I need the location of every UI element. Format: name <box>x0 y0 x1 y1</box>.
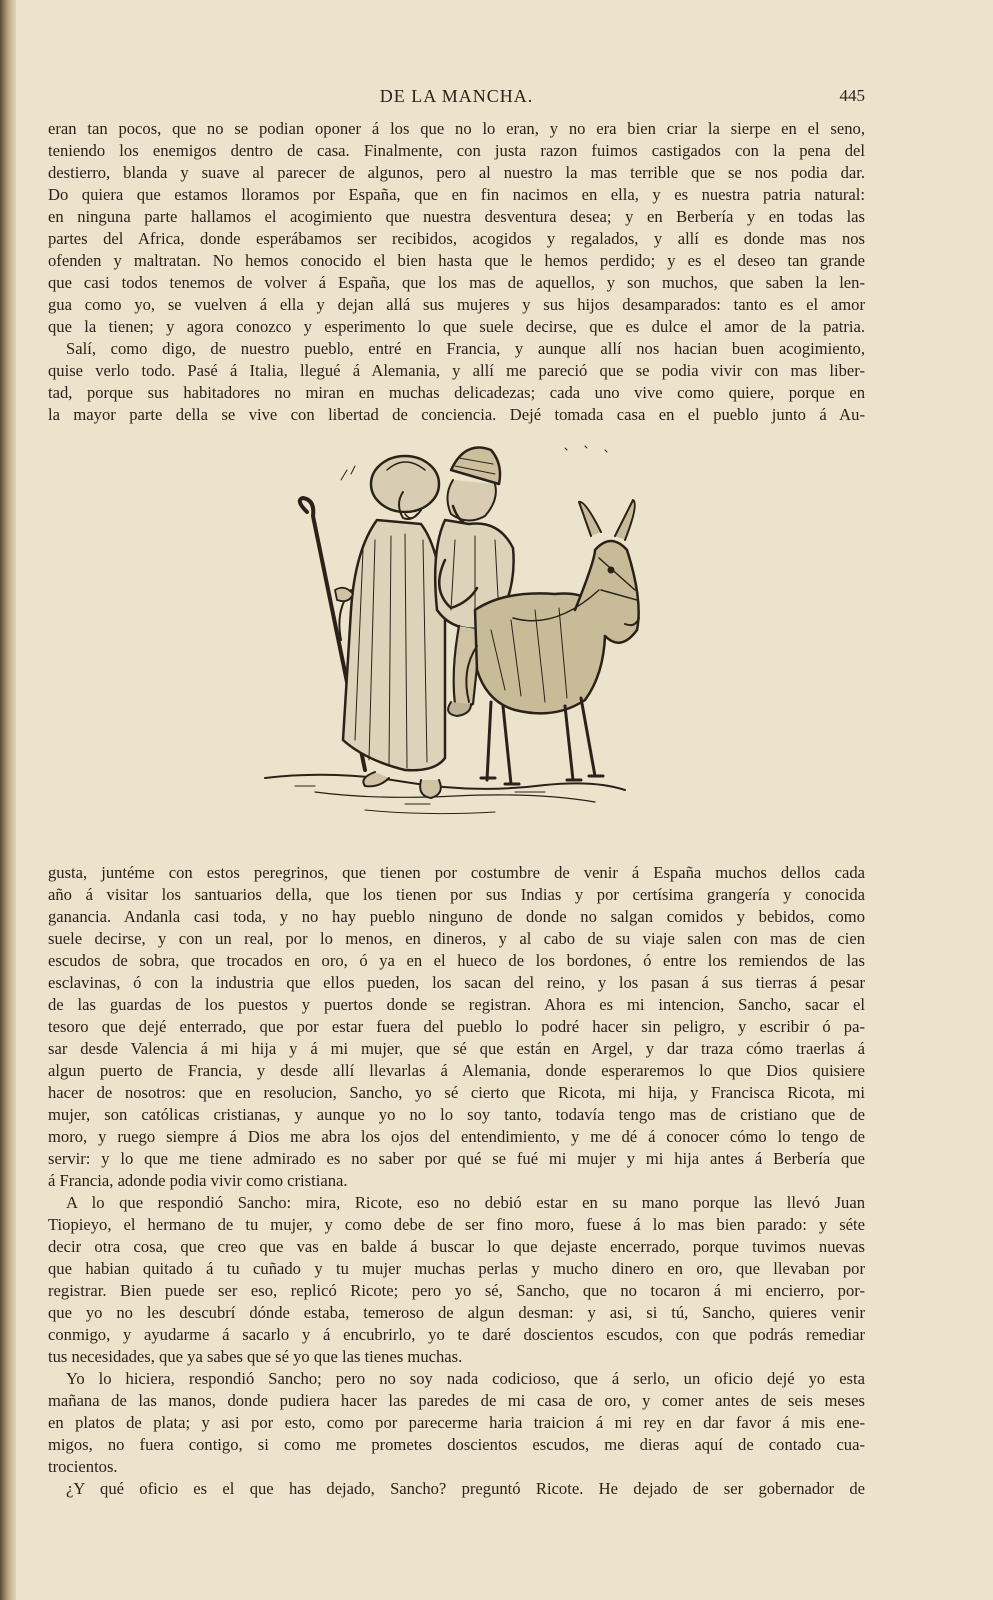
text-line: escudos de sobra, que trocados en oro, ó ya en el hueco de los bordones, ó entre los remiendos de las <box>48 951 865 970</box>
text-line: decir otra cosa, que creo que vas en balde á buscar lo que dejaste encerrado, porque tuvimos nuevas <box>48 1237 865 1256</box>
text-line: que la tienen; y agora conozco y esperimento lo que suele decirse, que es dulce el amor de la patria. <box>48 317 865 336</box>
text-line: servir: y lo que me tiene admirado es no saber por qué se fué mi mujer y mi hija antes á Berbería que <box>48 1149 865 1168</box>
text-line: ofenden y maltratan. No hemos conocido el bien hasta que le hemos perdido; y es el deseo tan grande <box>48 251 865 270</box>
text-line: esclavinas, ó con la industria que ellos pueden, los sacan del reino, y los pasan á sus tierras á pesar <box>48 973 865 992</box>
text-line: trocientos. <box>48 1457 118 1476</box>
running-head-title: DE LA MANCHA. <box>379 86 534 106</box>
text-line: registrar. Bien puede ser eso, replicó Ricote; pero yo sé, Sancho, que no tocaron á mi encierro, por- <box>48 1281 865 1300</box>
text-line: algun puerto de Francia, y desde allí llevarlas á Alemania, donde esperaremos lo que Dios quisiere <box>48 1061 865 1080</box>
text-line: quise verlo todo. Pasé á Italia, llegué á Alemania, y allí me pareció que se podia vivir con mas liber- <box>48 361 865 380</box>
running-head <box>48 86 865 112</box>
text-line: A lo que respondió Sancho: mira, Ricote, eso no debió estar en su mano porque las llevó Juan <box>66 1193 865 1212</box>
text-line: moro, y ruego siempre á Dios me abra los ojos del entendimiento, y me dé á conocer cómo lo tengo de <box>48 1127 865 1146</box>
text-line: tus necesidades, que ya sabes que sé yo que las tienes muchas. <box>48 1347 463 1366</box>
text-line: partes del Africa, donde esperábamos ser recibidos, acogidos y regalados, y allí es donde mas nos <box>48 229 865 248</box>
text-line: mujer, son católicas cristianas, y aunque yo no lo soy tanto, todavía tengo mas de cristiano que de <box>48 1105 865 1124</box>
text-line: Do quiera que estamos lloramos por España, que en fin nacimos en ella, y es nuestra patria natural: <box>48 185 865 204</box>
text-line: sar desde Valencia á mi hija y á mi mujer, que sé que están en Argel, y dar traza cómo traerlas á <box>48 1039 865 1058</box>
text-line: Tiopieyo, el hermano de tu mujer, y como debe de ser fino moro, fuese á lo mas bien parado: y séte <box>48 1215 865 1234</box>
text-line: conmigo, y ayudarme á sacarlo y á encubrirlo, yo te daré doscientos escudos, con que podrás remediar <box>48 1325 865 1344</box>
page-number: 445 <box>839 86 865 105</box>
text-line: Salí, como digo, de nuestro pueblo, entré en Francia, y aunque allí nos hacian buen acogimiento, <box>66 339 865 358</box>
text-line: Yo lo hiciera, respondió Sancho; pero no soy nada codicioso, que á serlo, un oficio dejé yo esta <box>66 1369 865 1388</box>
text-line: gua como yo, se vuelven á ella y dejan allá sus mujeres y sus hijos desamparados: tanto es el amor <box>48 295 865 314</box>
text-line: suele decirse, y con un real, por lo menos, en dineros, y al cabo de su viaje salen con mas de cien <box>48 929 865 948</box>
text-line: en ninguna parte hallamos el acogimiento que nuestra desventura desea; y en Berbería y en todas las <box>48 207 865 226</box>
text-block-top <box>48 118 865 426</box>
text-line: ¿Y qué oficio es el que has dejado, Sancho? preguntó Ricote. He dejado de ser gobernador de <box>66 1479 865 1498</box>
text-line: hacer de nosotros: que en resolucion, Sancho, yo sé cierto que Ricota, mi hija, y Francisca Ricota, mi <box>48 1083 865 1102</box>
text-line: migos, no fuera contigo, si como me prometes doscientos escudos, me dieras aquí de contado cua- <box>48 1435 865 1454</box>
text-line: en platos de plata; y asi por esto, como por parecerme haria traicion á mi rey en dar favor á mis ene- <box>48 1413 865 1432</box>
text-line: que casi todos tenemos de volver á España, que los mas de aquellos, y son muchos, que saben la len- <box>48 273 865 292</box>
text-block-bottom <box>48 862 865 1500</box>
text-line: que habian quitado á tu cuñado y tu mujer muchas perlas y mucho dinero en oro, que llevaban por <box>48 1259 865 1278</box>
text-line: la mayor parte della se vive con libertad de conciencia. Dejé tomada casa en el pueblo junto á Au- <box>48 405 865 424</box>
text-line: destierro, blanda y suave al parecer de algunos, pero al nuestro la mas terrible que se nos podia dar. <box>48 163 865 182</box>
text-line: mañana de las manos, donde pudiera hacer las paredes de mi casa de oro, y comer antes de seis meses <box>48 1391 865 1410</box>
text-line: de las guardas de los puestos y puertos donde se registran. Ahora es mi intencion, Sancho, sacar el <box>48 995 865 1014</box>
engraving-illustration <box>255 440 665 848</box>
text-line: gusta, juntéme con estos peregrinos, que tienen por costumbre de venir á España muchos dellos cada <box>48 863 865 882</box>
text-line: tad, porque sus habitadores no miran en muchas delicadezas; cada uno vive como quiere, porque en <box>48 383 865 402</box>
text-line: á Francia, adonde podia vivir como cristiana. <box>48 1171 348 1190</box>
book-binding-shadow <box>0 0 16 1600</box>
text-line: que yo no les descubrí dónde estaba, temeroso de algun desman: y asi, si tú, Sancho, quieres venir <box>48 1303 865 1322</box>
text-line: teniendo los enemigos dentro de casa. Finalmente, con justa razon fuimos castigados con la pena del <box>48 141 865 160</box>
text-line: tesoro que dejé enterrado, que por estar fuera del pueblo lo podré hacer sin peligro, y escribir ó pa- <box>48 1017 865 1036</box>
text-line: eran tan pocos, que no se podian oponer á los que no lo eran, y no era bien criar la sierpe en el seno, <box>48 119 865 138</box>
text-line: ganancia. Andanla casi toda, y no hay pueblo ninguno de donde no salgan comidos y bebidos, como <box>48 907 865 926</box>
text-line: año á visitar los santuarios della, que los tienen por sus Indias y por certísima grangería y conocida <box>48 885 865 904</box>
